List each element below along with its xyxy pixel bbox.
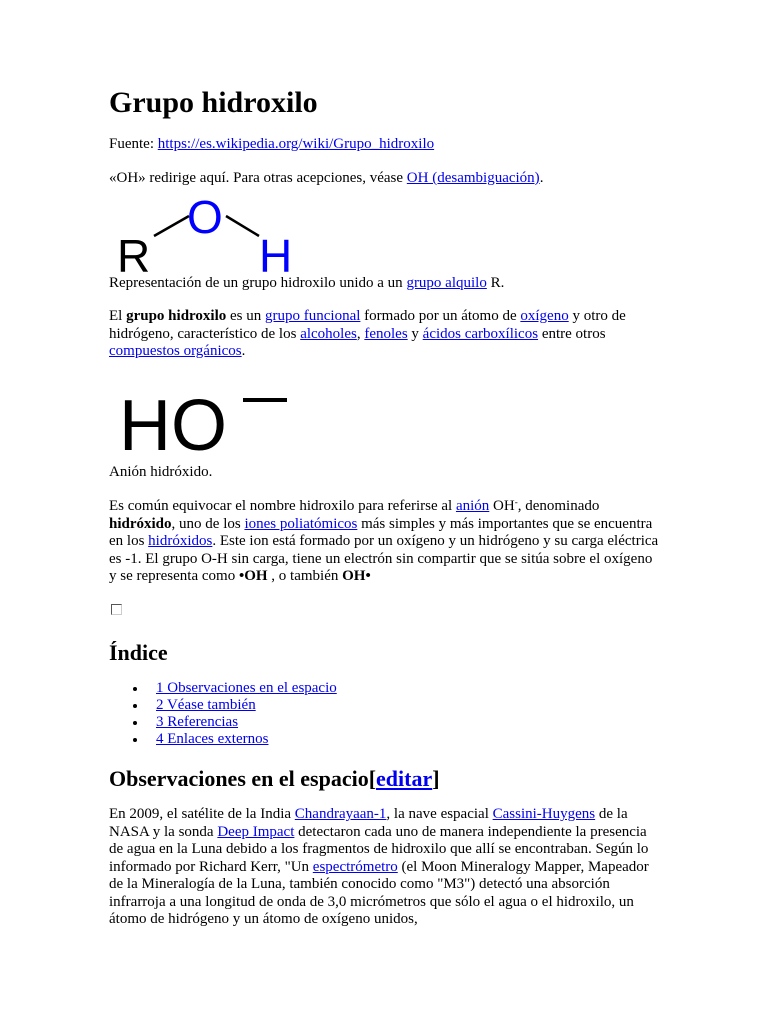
toc-link-referencias[interactable]: 3 Referencias — [156, 714, 239, 730]
redirect-end: . — [539, 170, 544, 186]
toc-item — [109, 697, 337, 714]
toc-link-enlaces[interactable]: 4 Enlaces externos — [156, 731, 269, 747]
caption-end: R. — [486, 275, 505, 291]
bracket-close: ] — [432, 766, 440, 791]
chandrayaan-link[interactable]: Chandrayaan-1 — [294, 806, 387, 822]
charge-bar — [243, 398, 287, 402]
r-o-bond — [154, 216, 189, 236]
alcohols-link[interactable]: alcoholes — [300, 325, 357, 342]
charge-superscript: - — [514, 497, 518, 507]
oxygen-link[interactable]: oxígeno — [520, 308, 569, 324]
functional-group-link[interactable]: grupo funcional — [265, 308, 361, 324]
caption-text: Representación de un grupo hidroxilo unido a un — [109, 275, 407, 291]
redirect-text: «OH» redirige aquí. Para otras acepciones, véase — [109, 170, 407, 186]
organic-compounds-link[interactable]: compuestos orgánicos — [109, 343, 242, 359]
anion-link[interactable]: anión — [455, 498, 490, 514]
cassini-huygens-link[interactable]: Cassini-Huygens — [492, 806, 596, 822]
bracket-open: [ — [368, 766, 377, 791]
section-title: Observaciones en el espacio — [109, 766, 369, 791]
source-label: Fuente: — [109, 136, 158, 152]
toc-link-observaciones[interactable]: 1 Observaciones en el espacio — [156, 680, 337, 696]
section-heading-observaciones — [109, 766, 440, 792]
page-title: Grupo hidroxilo — [109, 86, 318, 119]
bullet — [133, 721, 137, 725]
figure1-caption — [109, 275, 504, 293]
toc-item — [109, 714, 337, 731]
alkyl-group-link[interactable]: grupo alquilo — [406, 275, 487, 291]
toc-toggle-checkbox[interactable] — [111, 604, 122, 615]
source-line — [109, 136, 434, 154]
anion-paragraph: Es común equivocar el nombre hidroxilo para referirse al anión OH-, denominado hidróxido, uno de los iones poliatómicos más simples y más importantes que se encuentra en los hidróxidos. Este ion está formado por un oxígeno y un hidrógeno y su carga eléctrica es -1. El grupo O-H sin carga, tiene un electrón sin compartir que se sitúa sobre el oxígeno y se representa como •OH , o también OH• — [109, 497, 659, 584]
bullet — [133, 704, 137, 708]
toc-heading: Índice — [109, 640, 168, 665]
redirect-notice — [109, 170, 543, 188]
toc-item — [109, 731, 337, 748]
atom-r: R — [117, 230, 151, 280]
radical-notation-1: •OH — [238, 568, 268, 584]
bold-term: grupo hidroxilo — [126, 308, 227, 324]
bullet — [133, 687, 137, 691]
bold-term-hydroxide: hidróxido — [109, 515, 172, 532]
radical-notation-2: OH• — [342, 568, 371, 584]
carboxylic-acids-link[interactable]: ácidos carboxílicos — [422, 325, 539, 342]
figure2-caption: Anión hidróxido. — [109, 464, 213, 480]
hydroxyl-structure-diagram — [109, 190, 309, 280]
atom-o: O — [187, 191, 223, 243]
bullet — [133, 738, 137, 742]
toc-item — [109, 680, 337, 697]
toc-link-vease[interactable]: 2 Véase también — [156, 697, 256, 713]
intro-paragraph: El grupo hidroxilo es un grupo funcional formado por un átomo de oxígeno y otro de hidrógeno, característico de los alcoholes, fenoles y ácidos carboxílicos entre otros compuestos orgánicos. — [109, 308, 626, 359]
disambiguation-link[interactable]: OH (desambiguación) — [406, 170, 540, 186]
observaciones-paragraph: En 2009, el satélite de la India Chandrayaan-1, la nave espacial Cassini-Huygens de la NASA y la sonda Deep Impact detectaron cada uno de manera independiente la presencia de agua en la Luna debido a los fragmentos de hidroxilo que allí se encontraban. Según lo informado por Richard Kerr, "Un espectrómetro (el Moon Mineralogy Mapper, Mapeador de la Mineralogía de la Luna, también conocido como "M3") detectó una absorción infrarroja a una longitud de onda de 3,0 micrómetros que sólo el agua o el hidroxilo, un átomo de hidrógeno y un átomo de oxígeno unidos, — [109, 806, 649, 927]
source-link[interactable]: https://es.wikipedia.org/wiki/Grupo_hidroxilo — [157, 136, 435, 152]
edit-section-link[interactable]: editar — [376, 766, 433, 791]
polyatomic-ions-link[interactable]: iones poliatómicos — [244, 515, 358, 532]
hydroxide-formula: HO — [119, 386, 227, 460]
hydroxides-link[interactable]: hidróxidos — [148, 533, 213, 549]
o-h-bond — [226, 216, 259, 236]
spectrometer-link[interactable]: espectrómetro — [312, 858, 398, 875]
hydroxide-anion-diagram — [119, 380, 309, 460]
phenols-link[interactable]: fenoles — [364, 325, 408, 342]
atom-h: H — [259, 230, 293, 280]
deep-impact-link[interactable]: Deep Impact — [217, 823, 295, 840]
table-of-contents — [109, 680, 337, 748]
